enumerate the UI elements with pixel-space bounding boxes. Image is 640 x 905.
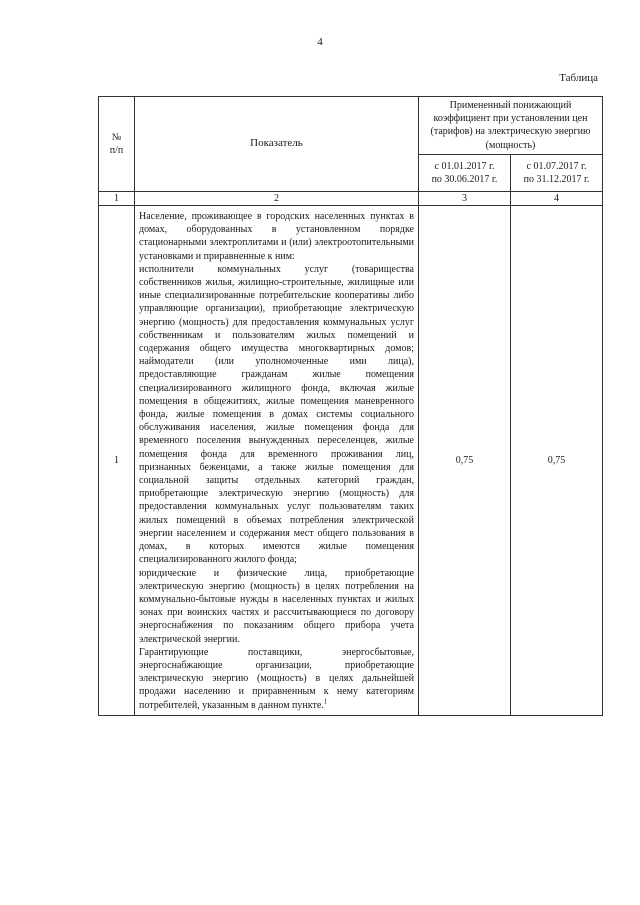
header-coefficient: Примененный понижающий коэффициент при установлении цен (тарифов) на электрическую энергию (мощность) (419, 97, 603, 155)
data-row (99, 206, 603, 716)
description-paragraph: Население, проживающее в городских населенных пунктах в домах, оборудованных в установленном порядке стационарными электроплитами и (или) электроотопительными установками и приравненные к ним: (139, 211, 414, 262)
header-indicator: Показатель (135, 97, 419, 192)
row-number: 1 (99, 206, 135, 716)
index-row (99, 191, 603, 205)
coefficient-value-1: 0,75 (419, 206, 511, 716)
header-num: № п/п (99, 97, 135, 192)
description-paragraph (139, 646, 414, 712)
header-period-1: с 01.01.2017 г. по 30.06.2017 г. (419, 154, 511, 191)
index-cell: 1 (99, 191, 135, 205)
table-caption: Таблица (559, 72, 598, 84)
coefficient-value-2: 0,75 (511, 206, 603, 716)
header-row-1 (99, 97, 603, 155)
description-paragraph: юридические и физические лица, приобретающие электрическую энергию (мощность) в целях потребления на коммунально-бытовые нужды в населенных пунктах и жилых зонах при воинских частях и рассчитывающиеся по договору энергоснабжения по показаниям общего прибора учета электрической энергии. (139, 567, 414, 645)
header-period-2: с 01.07.2017 г. по 31.12.2017 г. (511, 154, 603, 191)
row-description (135, 206, 419, 716)
description-paragraph: исполнители коммунальных услуг (товарищества собственников жилья, жилищно-строительные, жилищные или иные специализированные потребительские кооперативы либо управляющие организации), приобретающие электрическую энергию (мощность) для предоставления коммунальных услуг собственникам и пользователям жилых помещений и содержания общего имущества многоквартирных домов; наймодатели (или уполномоченные ими лица), предоставляющие гражданам жилые помещения специализированного жилищного фонда, включая жилые помещения в общежитиях, жилые помещения маневренного фонда, жилые помещения в домах системы социального обслуживания населения, жилые помещения фонда для временного поселения вынужденных переселенцев, жилые помещения фонда для временного проживания лиц, признанных беженцами, а также жилые помещения для социальной защиты отдельных категорий граждан, приобретающие электрическую энергию (мощность) для предоставления коммунальных услуг пользователям таких жилых помещений в объемах потребления электрической энергии населением и содержания мест общего пользования в домах, в которых имеются жилые помещения специализированного жилого фонда; (139, 263, 414, 566)
description-text: Гарантирующие поставщики, энергосбытовые, энергоснабжающие организации, приобретающие электрическую энергию (мощность) в целях дальнейшей продажи населению и приравненным к нему категориям потребителей, указанным в данном пункте. (139, 646, 414, 711)
tariff-table (98, 96, 603, 716)
page-number: 4 (317, 36, 323, 48)
index-cell: 4 (511, 191, 603, 205)
footnote-marker: 1 (323, 697, 328, 706)
index-cell: 2 (135, 191, 419, 205)
index-cell: 3 (419, 191, 511, 205)
